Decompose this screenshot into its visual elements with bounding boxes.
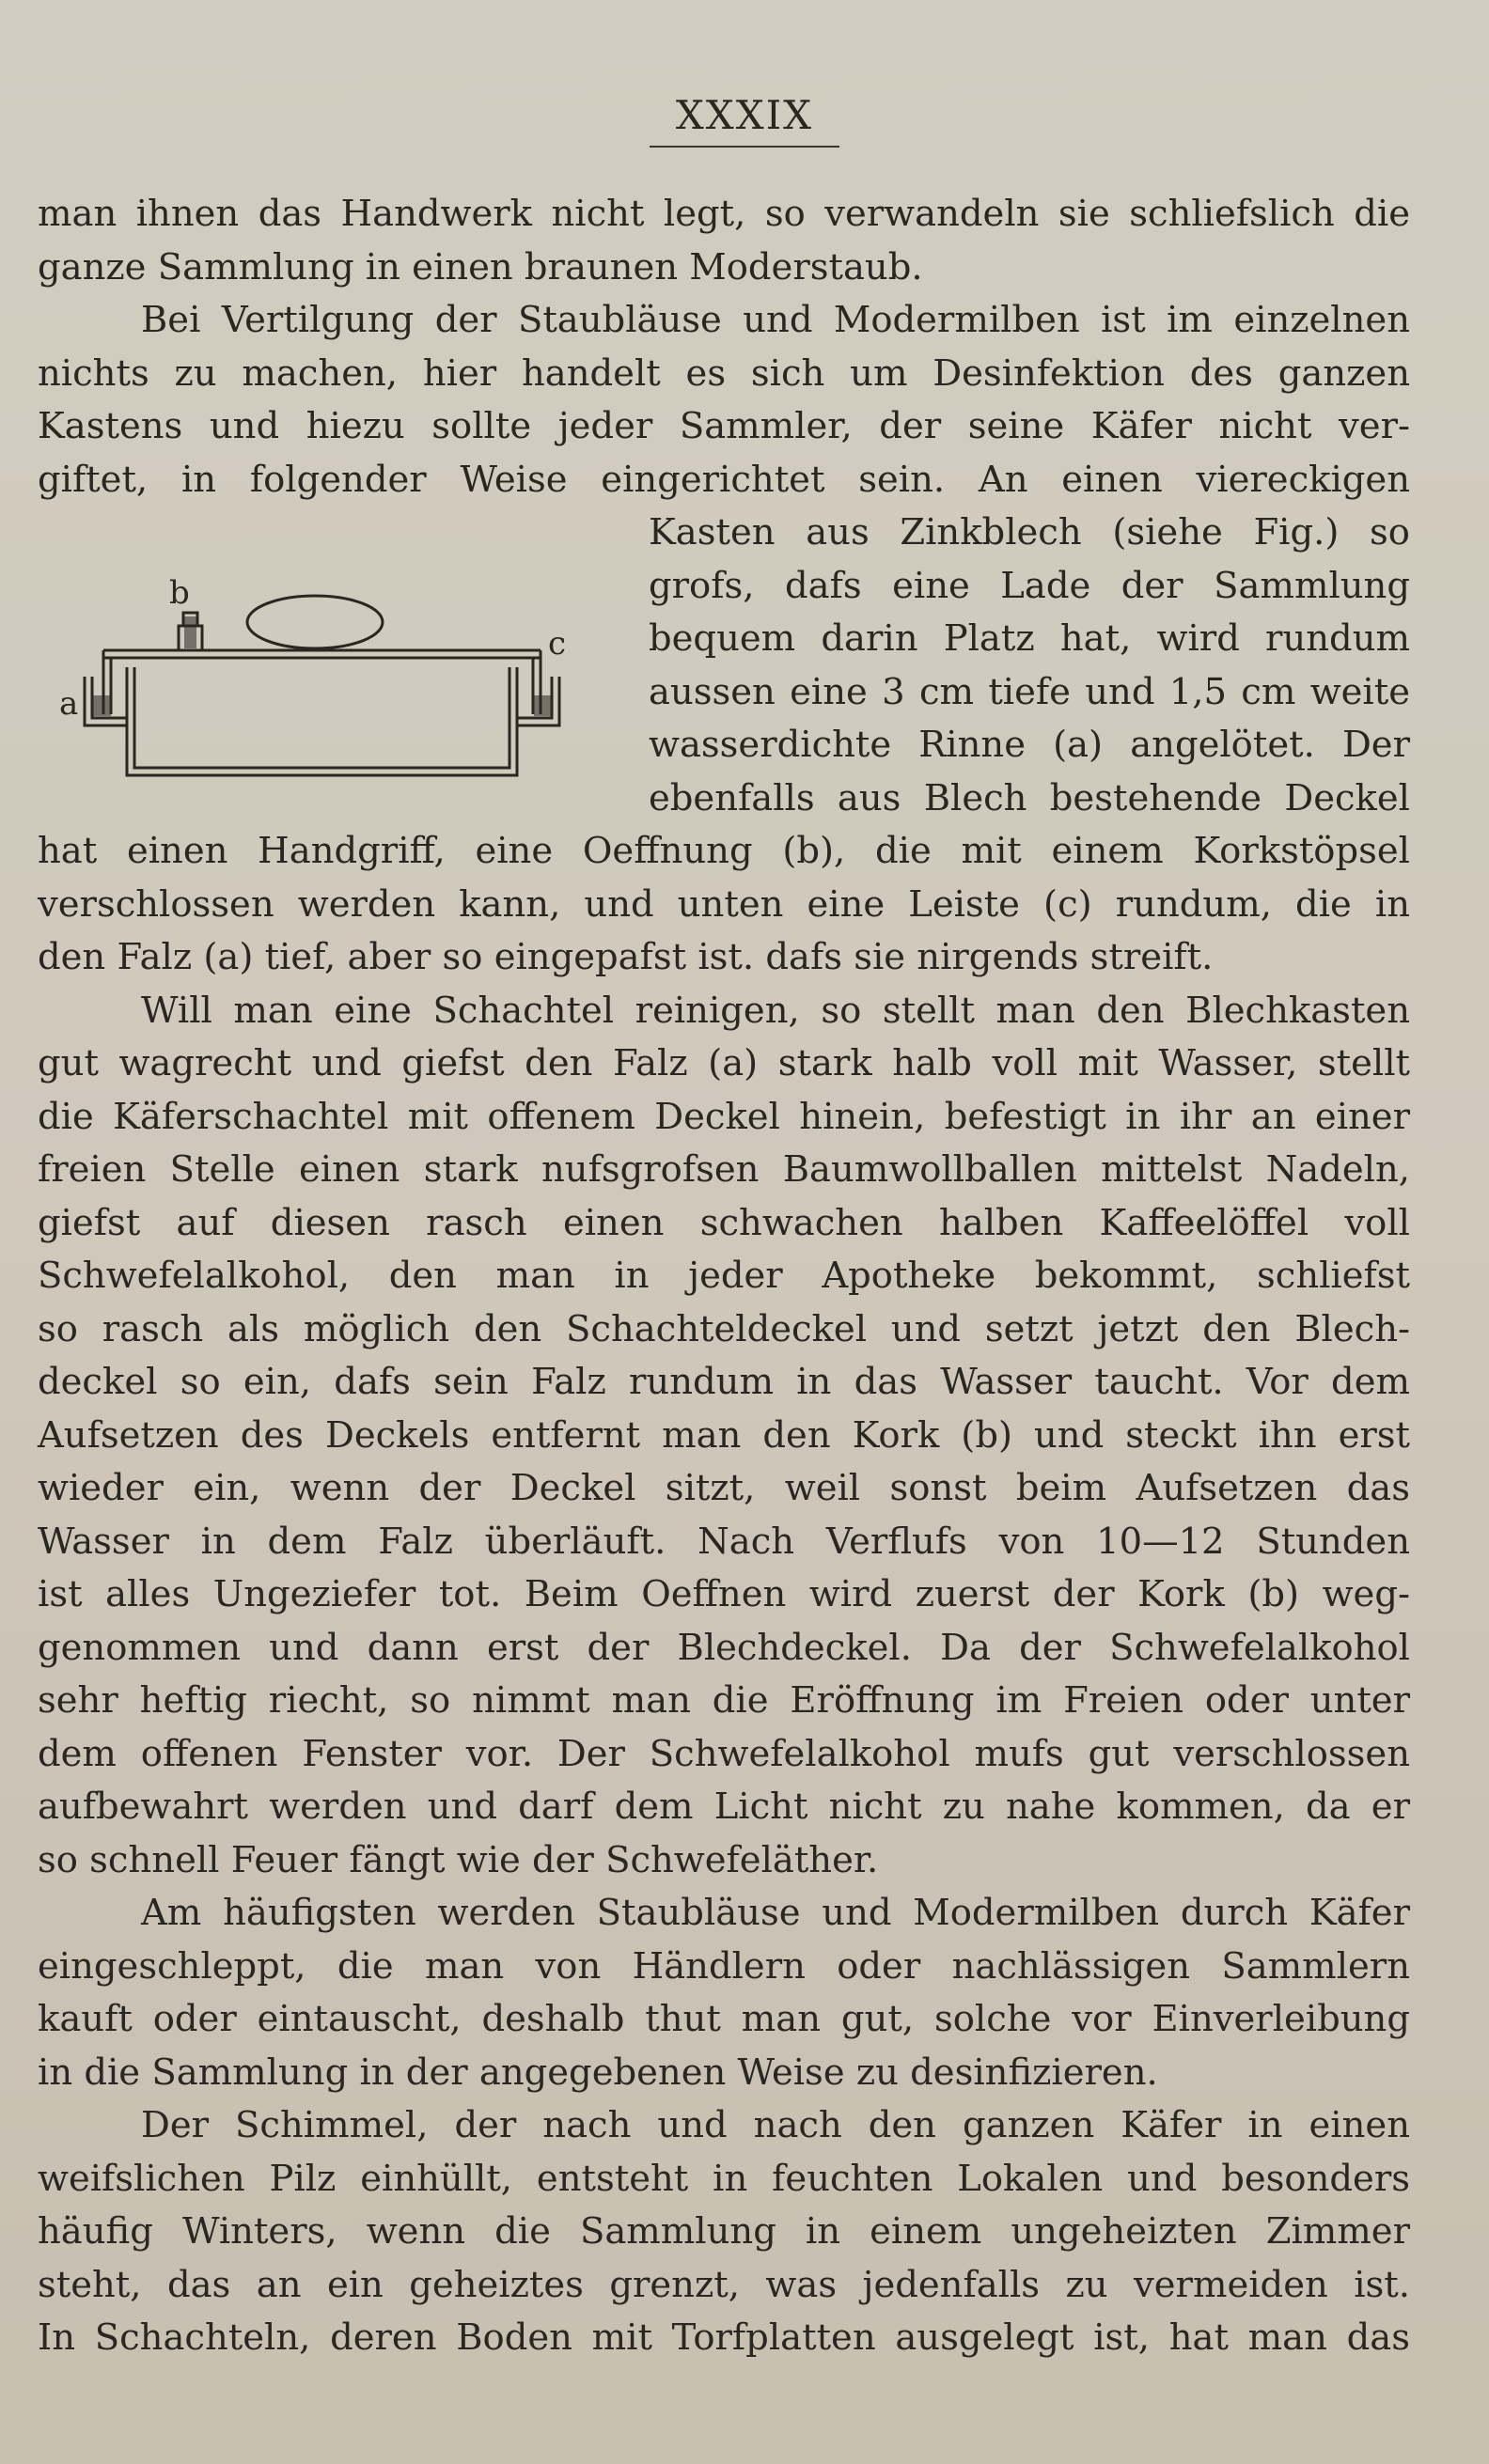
text-line: hat einen Handgriff, eine Oeffnung (b), die mit einem Korkstöpsel: [38, 830, 1410, 872]
text-line: deckel so ein, dafs sein Falz rundum in das Wasser taucht. Vor dem: [38, 1361, 1410, 1403]
text-line: genommen und dann erst der Blechdeckel. Da der Schwefelalkohol: [38, 1626, 1410, 1669]
text-line: Wasser in dem Falz überläuft. Nach Verflufs von 10—12 Stunden: [38, 1520, 1410, 1563]
text-line: man ihnen das Handwerk nicht legt, so verwandeln sie schliefslich die: [38, 193, 1410, 235]
text-line: giftet, in folgender Weise eingerichtet sein. An einen viereckigen: [38, 458, 1410, 501]
text-line: so rasch als möglich den Schachteldeckel und setzt jetzt den Blech-: [38, 1307, 1410, 1350]
text-line: die Käferschachtel mit offenem Deckel hinein, befestigt in ihr an einer: [38, 1095, 1410, 1138]
text-line: steht, das an ein geheiztes grenzt, was jedenfalls zu vermeiden ist.: [38, 2263, 1410, 2306]
text-line: verschlossen werden kann, und unten eine Leiste (c) rundum, die in: [38, 882, 1410, 926]
text-line: Am häufigsten werden Staubläuse und Modermilben durch Käfer: [141, 1892, 1410, 1934]
text-line: wieder ein, wenn der Deckel sitzt, weil sonst beim Aufsetzen das: [38, 1467, 1410, 1509]
page-number: XXXIX: [650, 92, 839, 148]
text-line: aufbewahrt werden und darf dem Licht nicht zu nahe kommen, da er: [38, 1786, 1410, 1828]
text-line: giefst auf diesen rasch einen schwachen halben Kaffeelöffel voll: [38, 1201, 1410, 1244]
label-b: b: [169, 574, 190, 612]
text-line: bequem darin Platz hat, wird rundum: [649, 617, 1410, 660]
text-line: eingeschleppt, die man von Händlern oder nachlässigen Sammlern: [38, 1944, 1410, 1988]
text-line: Schwefelalkohol, den man in jeder Apotheke bekommt, schliefst: [38, 1255, 1410, 1297]
text-line: Bei Vertilgung der Staubläuse und Modermilben ist im einzelnen: [141, 299, 1410, 341]
text-line: aussen eine 3 cm tiefe und 1,5 cm weite: [649, 670, 1410, 713]
text-line: den Falz (a) tief, aber so eingepafst ist. dafs sie nirgends streift.: [38, 936, 1214, 978]
label-c: c: [548, 625, 567, 663]
text-line: ebenfalls aus Blech bestehende Deckel: [649, 776, 1410, 819]
text-line: nichts zu machen, hier handelt es sich um Desinfektion des ganzen: [38, 351, 1410, 395]
text-line: dem offenen Fenster vor. Der Schwefelalkohol mufs gut verschlossen: [38, 1732, 1410, 1775]
text-line: Kasten aus Zinkblech (siehe Fig.) so: [649, 511, 1410, 554]
text-line: Der Schimmel, der nach und nach den ganzen Käfer in einen: [141, 2104, 1410, 2146]
text-line: gut wagrecht und giefst den Falz (a) stark halb voll mit Wasser, stellt: [38, 1042, 1410, 1084]
text-line: ganze Sammlung in einen braunen Moderstaub.: [38, 245, 923, 289]
text-line: Aufsetzen des Deckels entfernt man den Kork (b) und steckt ihn erst: [38, 1413, 1410, 1457]
text-line: grofs, dafs eine Lade der Sammlung: [649, 564, 1410, 607]
text-line: häufig Winters, wenn die Sammlung in einem ungeheizten Zimmer: [38, 2210, 1410, 2253]
text-line: In Schachteln, deren Boden mit Torfplatten ausgelegt ist, hat man das: [38, 2316, 1410, 2359]
text-line: ist alles Ungeziefer tot. Beim Oeffnen wird zuerst der Kork (b) weg-: [38, 1573, 1410, 1615]
text-line: Kastens und hiezu sollte jeder Sammler, der seine Käfer nicht ver-: [38, 405, 1410, 447]
text-line: sehr heftig riecht, so nimmt man die Eröffnung im Freien oder unter: [38, 1679, 1410, 1722]
text-line: freien Stelle einen stark nufsgrofsen Baumwollballen mittelst Nadeln,: [38, 1148, 1410, 1191]
label-a: a: [59, 685, 79, 723]
text-line: kauft oder eintauscht, deshalb thut man gut, solche vor Einverleibung: [38, 1998, 1410, 2040]
text-line: in die Sammlung in der angegebenen Weise zu desinfizieren.: [38, 2051, 1158, 2094]
text-line: wasserdichte Rinne (a) angelötet. Der: [649, 724, 1410, 766]
body-text: [38, 188, 1410, 2365]
page-header: [0, 92, 1489, 148]
text-line: so schnell Feuer fängt wie der Schwefeläther.: [38, 1838, 879, 1881]
text-line: weifslichen Pilz einhüllt, entsteht in feuchten Lokalen und besonders: [38, 2157, 1410, 2200]
text-line: Will man eine Schachtel reinigen, so stellt man den Blechkasten: [141, 989, 1410, 1032]
